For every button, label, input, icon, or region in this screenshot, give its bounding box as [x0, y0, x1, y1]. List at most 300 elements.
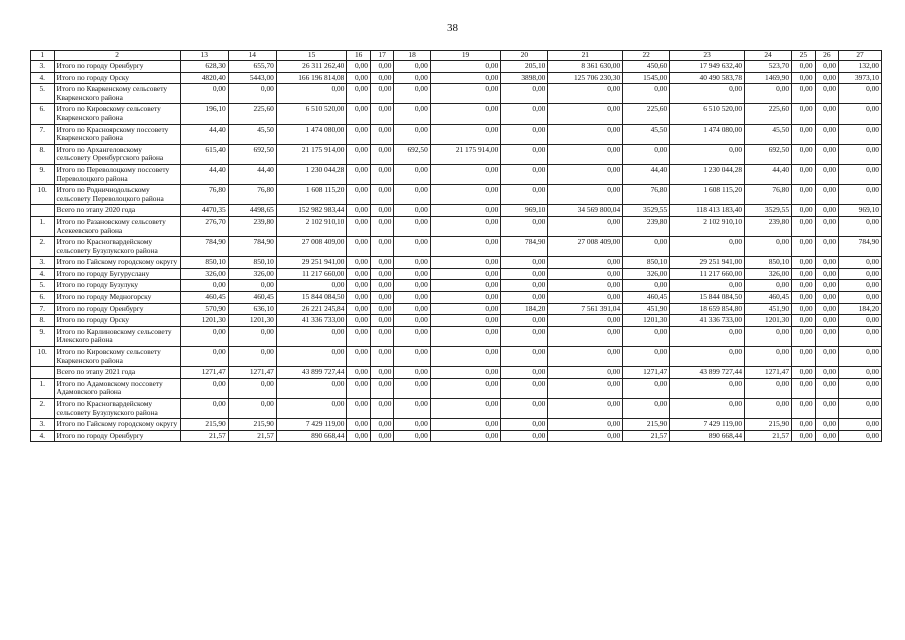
row-number: 2. [31, 237, 55, 257]
row-label: Итого по Карлиновскому сельсовету Илекского района [54, 326, 180, 346]
table-row [31, 185, 882, 205]
table-cell: 21,57 [180, 430, 228, 442]
table-header [31, 51, 882, 61]
row-number [31, 367, 55, 379]
table-cell: 0,00 [623, 399, 670, 419]
table-cell: 0,00 [180, 378, 228, 398]
table-cell: 0,00 [839, 268, 882, 280]
table-row [31, 315, 882, 327]
table-cell: 0,00 [792, 205, 816, 217]
table-cell: 0,00 [548, 280, 623, 292]
table-cell: 18 659 854,80 [670, 303, 745, 315]
table-row [31, 164, 882, 184]
table-cell: 969,10 [501, 205, 548, 217]
table-cell: 692,50 [745, 144, 792, 164]
table-cell: 43 899 727,44 [670, 367, 745, 379]
table-cell: 205,10 [501, 61, 548, 73]
table-cell: 0,00 [548, 367, 623, 379]
table-cell: 196,10 [180, 104, 228, 124]
table-row [31, 84, 882, 104]
table-cell: 460,45 [228, 292, 276, 304]
table-row [31, 303, 882, 315]
table-cell: 0,00 [394, 303, 430, 315]
table-cell: 40 490 583,78 [670, 72, 745, 84]
table-cell: 0,00 [839, 216, 882, 236]
table-cell: 1 474 080,00 [670, 124, 745, 144]
table-cell: 215,90 [180, 419, 228, 431]
table-row [31, 378, 882, 398]
table-cell: 0,00 [394, 124, 430, 144]
table-cell: 784,90 [180, 237, 228, 257]
table-cell: 0,00 [370, 268, 394, 280]
table-row [31, 104, 882, 124]
table-cell: 0,00 [548, 257, 623, 269]
table-cell: 0,00 [839, 378, 882, 398]
table-cell: 0,00 [839, 124, 882, 144]
table-cell: 0,00 [501, 419, 548, 431]
table-cell: 326,00 [180, 268, 228, 280]
table-cell: 0,00 [548, 347, 623, 367]
table-cell: 0,00 [792, 185, 816, 205]
table-cell: 0,00 [501, 185, 548, 205]
table-cell: 1 230 044,28 [276, 164, 347, 184]
table-cell: 0,00 [394, 257, 430, 269]
row-label: Итого по Гайскому городскому округу [54, 419, 180, 431]
table-cell: 44,40 [180, 164, 228, 184]
table-cell: 4470,35 [180, 205, 228, 217]
table-cell: 326,00 [228, 268, 276, 280]
table-cell: 451,90 [745, 303, 792, 315]
table-cell: 0,00 [501, 257, 548, 269]
table-cell: 0,00 [792, 61, 816, 73]
row-label: Итого по Кировскому сельсовету Кваркенского района [54, 347, 180, 367]
table-cell: 0,00 [815, 257, 839, 269]
table-cell: 0,00 [815, 124, 839, 144]
table-cell: 21,57 [228, 430, 276, 442]
row-label: Итого по городу Оренбургу [54, 430, 180, 442]
table-cell: 0,00 [394, 104, 430, 124]
table-cell: 0,00 [276, 280, 347, 292]
table-cell: 0,00 [430, 367, 501, 379]
table-cell: 0,00 [347, 72, 371, 84]
table-row [31, 292, 882, 304]
row-label: Итого по Адамовскому поссовету Адамовского района [54, 378, 180, 398]
table-row [31, 61, 882, 73]
table-cell: 76,80 [180, 185, 228, 205]
table-cell: 132,00 [839, 61, 882, 73]
table-cell: 1201,30 [745, 315, 792, 327]
row-label: Итого по Красногвардейскому сельсовету Бузулукского района [54, 399, 180, 419]
table-cell: 850,10 [180, 257, 228, 269]
table-cell: 215,90 [228, 419, 276, 431]
table-cell: 0,00 [839, 164, 882, 184]
page-number: 38 [447, 22, 458, 34]
table-cell: 0,00 [670, 399, 745, 419]
table-row [31, 419, 882, 431]
table-row [31, 326, 882, 346]
table-row [31, 268, 882, 280]
table-cell: 0,00 [430, 61, 501, 73]
table-cell: 460,45 [623, 292, 670, 304]
table-cell: 0,00 [430, 257, 501, 269]
table-cell: 225,60 [228, 104, 276, 124]
table-cell: 0,00 [370, 124, 394, 144]
table-cell: 0,00 [815, 378, 839, 398]
table-cell: 0,00 [347, 280, 371, 292]
table-cell: 26 221 245,84 [276, 303, 347, 315]
table-cell: 0,00 [394, 399, 430, 419]
table-row [31, 367, 882, 379]
table-cell: 0,00 [430, 237, 501, 257]
table-cell: 0,00 [370, 257, 394, 269]
table-cell: 0,00 [394, 205, 430, 217]
table-cell: 0,00 [394, 292, 430, 304]
table-cell: 0,00 [347, 292, 371, 304]
table-cell: 0,00 [815, 72, 839, 84]
table-cell: 11 217 660,00 [670, 268, 745, 280]
table-cell: 1201,30 [180, 315, 228, 327]
table-cell: 0,00 [347, 104, 371, 124]
column-header: 14 [228, 51, 276, 61]
table-cell: 2 102 910,10 [276, 216, 347, 236]
table-cell: 29 251 941,00 [276, 257, 347, 269]
column-header: 13 [180, 51, 228, 61]
table-row [31, 237, 882, 257]
table-cell: 0,00 [501, 216, 548, 236]
table-cell: 0,00 [430, 292, 501, 304]
table-cell: 0,00 [501, 292, 548, 304]
table-cell: 17 949 632,40 [670, 61, 745, 73]
table-cell: 44,40 [623, 164, 670, 184]
table-cell: 0,00 [839, 84, 882, 104]
table-cell: 0,00 [548, 144, 623, 164]
row-number: 2. [31, 399, 55, 419]
table-cell: 3973,10 [839, 72, 882, 84]
table-cell: 7 429 119,00 [276, 419, 347, 431]
row-number: 1. [31, 378, 55, 398]
header-row [31, 51, 882, 61]
row-label: Всего по этапу 2020 года [54, 205, 180, 217]
table-cell: 1271,47 [623, 367, 670, 379]
table-cell: 184,20 [839, 303, 882, 315]
table-cell: 460,45 [745, 292, 792, 304]
table-cell: 0,00 [815, 185, 839, 205]
table-cell: 0,00 [745, 280, 792, 292]
table-cell: 0,00 [430, 216, 501, 236]
table-cell: 15 844 084,50 [670, 292, 745, 304]
table-row [31, 347, 882, 367]
table-cell: 0,00 [370, 280, 394, 292]
row-number: 8. [31, 315, 55, 327]
table-cell: 6 510 520,00 [276, 104, 347, 124]
table-cell: 0,00 [394, 419, 430, 431]
table-cell: 0,00 [430, 280, 501, 292]
table-cell: 5443,00 [228, 72, 276, 84]
row-number: 4. [31, 268, 55, 280]
table-cell: 0,00 [839, 347, 882, 367]
table-row [31, 72, 882, 84]
table-cell: 0,00 [370, 326, 394, 346]
table-cell: 0,00 [276, 84, 347, 104]
table-cell: 1 230 044,28 [670, 164, 745, 184]
table-cell: 326,00 [623, 268, 670, 280]
table-cell: 0,00 [792, 124, 816, 144]
table-cell: 0,00 [548, 216, 623, 236]
table-cell: 0,00 [180, 280, 228, 292]
table-cell: 0,00 [347, 399, 371, 419]
table-cell: 0,00 [623, 326, 670, 346]
table-cell: 0,00 [370, 61, 394, 73]
table-cell: 0,00 [394, 185, 430, 205]
table-cell: 0,00 [276, 326, 347, 346]
column-header: 18 [394, 51, 430, 61]
table-cell: 692,50 [394, 144, 430, 164]
row-number: 3. [31, 257, 55, 269]
table-cell: 0,00 [370, 205, 394, 217]
table-cell: 0,00 [839, 104, 882, 124]
table-cell: 850,10 [745, 257, 792, 269]
table-row [31, 257, 882, 269]
table-cell: 784,90 [839, 237, 882, 257]
table-cell: 0,00 [792, 367, 816, 379]
column-header: 17 [370, 51, 394, 61]
table-cell: 0,00 [792, 378, 816, 398]
table-cell: 44,40 [228, 164, 276, 184]
table-cell: 0,00 [347, 237, 371, 257]
table-cell: 0,00 [228, 280, 276, 292]
table-cell: 0,00 [815, 104, 839, 124]
table-cell: 239,80 [228, 216, 276, 236]
row-label: Всего по этапу 2021 года [54, 367, 180, 379]
table-cell: 225,60 [623, 104, 670, 124]
table-cell: 0,00 [347, 216, 371, 236]
table-cell: 0,00 [394, 347, 430, 367]
row-label: Итого по городу Оренбургу [54, 61, 180, 73]
table-cell: 0,00 [501, 268, 548, 280]
table-cell: 0,00 [548, 84, 623, 104]
table-cell: 0,00 [670, 144, 745, 164]
row-label: Итого по Гайскому городскому округу [54, 257, 180, 269]
table-cell: 215,90 [745, 419, 792, 431]
table-cell: 0,00 [501, 144, 548, 164]
table-cell: 0,00 [548, 430, 623, 442]
table-cell: 0,00 [548, 399, 623, 419]
table-cell: 1201,30 [228, 315, 276, 327]
table-cell: 21,57 [745, 430, 792, 442]
table-cell: 0,00 [370, 84, 394, 104]
table-cell: 1271,47 [228, 367, 276, 379]
table-cell: 0,00 [347, 268, 371, 280]
table-row [31, 430, 882, 442]
table-cell: 784,90 [228, 237, 276, 257]
table-cell: 784,90 [501, 237, 548, 257]
table-cell: 0,00 [548, 268, 623, 280]
table-cell: 0,00 [670, 280, 745, 292]
table-cell: 0,00 [370, 164, 394, 184]
column-header: 16 [347, 51, 371, 61]
table-cell: 2 102 910,10 [670, 216, 745, 236]
table-cell: 4820,40 [180, 72, 228, 84]
table-cell: 0,00 [370, 419, 394, 431]
table-cell: 0,00 [501, 430, 548, 442]
table-cell: 570,90 [180, 303, 228, 315]
table-cell: 0,00 [501, 84, 548, 104]
row-label: Итого по Родничнодольскому сельсовету Переволоцкого района [54, 185, 180, 205]
table-cell: 850,10 [623, 257, 670, 269]
table-cell: 21 175 914,00 [430, 144, 501, 164]
row-number: 3. [31, 419, 55, 431]
table-cell: 0,00 [228, 399, 276, 419]
table-cell: 0,00 [792, 315, 816, 327]
table-cell: 0,00 [792, 347, 816, 367]
table-body [31, 61, 882, 442]
table-cell: 0,00 [839, 367, 882, 379]
table-cell: 0,00 [792, 72, 816, 84]
table-cell: 0,00 [430, 124, 501, 144]
table-cell: 1271,47 [180, 367, 228, 379]
table-cell: 0,00 [623, 144, 670, 164]
row-number: 7. [31, 124, 55, 144]
table-cell: 0,00 [394, 280, 430, 292]
table-cell: 0,00 [394, 326, 430, 346]
row-label: Итого по Красногвардейскому сельсовету Бузулукского района [54, 237, 180, 257]
column-header: 26 [815, 51, 839, 61]
table-cell: 0,00 [347, 84, 371, 104]
row-label: Итого по городу Бугуруслану [54, 268, 180, 280]
table-cell: 0,00 [501, 399, 548, 419]
table-cell: 0,00 [815, 347, 839, 367]
table-cell: 34 569 800,04 [548, 205, 623, 217]
table-cell: 0,00 [430, 347, 501, 367]
table-row [31, 399, 882, 419]
table-cell: 215,90 [623, 419, 670, 431]
table-cell: 45,50 [623, 124, 670, 144]
table-cell: 0,00 [815, 430, 839, 442]
row-number: 8. [31, 144, 55, 164]
table-cell: 11 217 660,00 [276, 268, 347, 280]
table-cell: 0,00 [430, 303, 501, 315]
row-number: 7. [31, 303, 55, 315]
table-cell: 8 361 630,00 [548, 61, 623, 73]
table-cell: 7 561 391,04 [548, 303, 623, 315]
table-cell: 0,00 [839, 430, 882, 442]
row-number: 10. [31, 347, 55, 367]
table-cell: 0,00 [815, 205, 839, 217]
table-row [31, 216, 882, 236]
table-cell: 0,00 [394, 72, 430, 84]
table-row [31, 124, 882, 144]
table-cell: 0,00 [839, 292, 882, 304]
table-cell: 0,00 [815, 268, 839, 280]
row-label: Итого по Переволоцкому поссовету Переволоцкого района [54, 164, 180, 184]
table-cell: 0,00 [370, 292, 394, 304]
table-cell: 44,40 [745, 164, 792, 184]
table-cell: 655,70 [228, 61, 276, 73]
row-label: Итого по городу Оренбургу [54, 303, 180, 315]
table-cell: 239,80 [623, 216, 670, 236]
row-label: Итого по Разановскому сельсовету Асекеевского района [54, 216, 180, 236]
table-cell: 0,00 [815, 292, 839, 304]
table-cell: 0,00 [501, 124, 548, 144]
table-cell: 0,00 [670, 84, 745, 104]
table-cell: 636,10 [228, 303, 276, 315]
row-number: 5. [31, 280, 55, 292]
table-cell: 0,00 [347, 61, 371, 73]
table-cell: 0,00 [792, 268, 816, 280]
table-cell: 76,80 [745, 185, 792, 205]
table-cell: 450,60 [623, 61, 670, 73]
table-cell: 0,00 [370, 399, 394, 419]
table-cell: 3898,00 [501, 72, 548, 84]
table-cell: 0,00 [792, 104, 816, 124]
table-cell: 0,00 [370, 72, 394, 84]
table-cell: 0,00 [745, 84, 792, 104]
table-cell: 0,00 [815, 84, 839, 104]
table-cell: 0,00 [792, 292, 816, 304]
table-cell: 0,00 [430, 205, 501, 217]
table-cell: 326,00 [745, 268, 792, 280]
table-cell: 0,00 [394, 61, 430, 73]
table-cell: 0,00 [347, 303, 371, 315]
table-cell: 0,00 [745, 378, 792, 398]
table-cell: 0,00 [623, 378, 670, 398]
table-cell: 44,40 [180, 124, 228, 144]
table-cell: 0,00 [370, 303, 394, 315]
table-cell: 0,00 [815, 216, 839, 236]
row-number: 9. [31, 164, 55, 184]
row-label: Итого по Красноярскому поссовету Кваркенского района [54, 124, 180, 144]
table-cell: 239,80 [745, 216, 792, 236]
table-cell: 0,00 [792, 430, 816, 442]
table-cell: 0,00 [815, 419, 839, 431]
table-cell: 850,10 [228, 257, 276, 269]
table-cell: 0,00 [276, 378, 347, 398]
table-cell: 3529,55 [623, 205, 670, 217]
table-cell: 0,00 [815, 61, 839, 73]
column-header: 25 [792, 51, 816, 61]
row-number: 9. [31, 326, 55, 346]
table-cell: 0,00 [347, 419, 371, 431]
table-cell: 43 899 727,44 [276, 367, 347, 379]
row-number: 5. [31, 84, 55, 104]
row-label: Итого по Кваркенскому сельсовету Кваркенского района [54, 84, 180, 104]
column-header: 2 [54, 51, 180, 61]
table-cell: 0,00 [501, 315, 548, 327]
table-cell: 0,00 [347, 378, 371, 398]
table-cell: 0,00 [347, 315, 371, 327]
table-cell: 0,00 [347, 164, 371, 184]
table-cell: 0,00 [745, 347, 792, 367]
table-cell: 0,00 [792, 399, 816, 419]
table-cell: 27 008 409,00 [276, 237, 347, 257]
table-cell: 0,00 [370, 347, 394, 367]
table-cell: 0,00 [745, 399, 792, 419]
table-cell: 451,90 [623, 303, 670, 315]
table-cell: 0,00 [394, 164, 430, 184]
table-cell: 0,00 [792, 303, 816, 315]
table-cell: 1271,47 [745, 367, 792, 379]
table-cell: 0,00 [394, 216, 430, 236]
table-cell: 460,45 [180, 292, 228, 304]
table-cell: 0,00 [228, 347, 276, 367]
data-table [30, 50, 882, 442]
row-label: Итого по городу Орску [54, 72, 180, 84]
row-number: 1. [31, 216, 55, 236]
table-cell: 152 982 983,44 [276, 205, 347, 217]
table-cell: 0,00 [370, 237, 394, 257]
table-row [31, 280, 882, 292]
table-cell: 1 474 080,00 [276, 124, 347, 144]
